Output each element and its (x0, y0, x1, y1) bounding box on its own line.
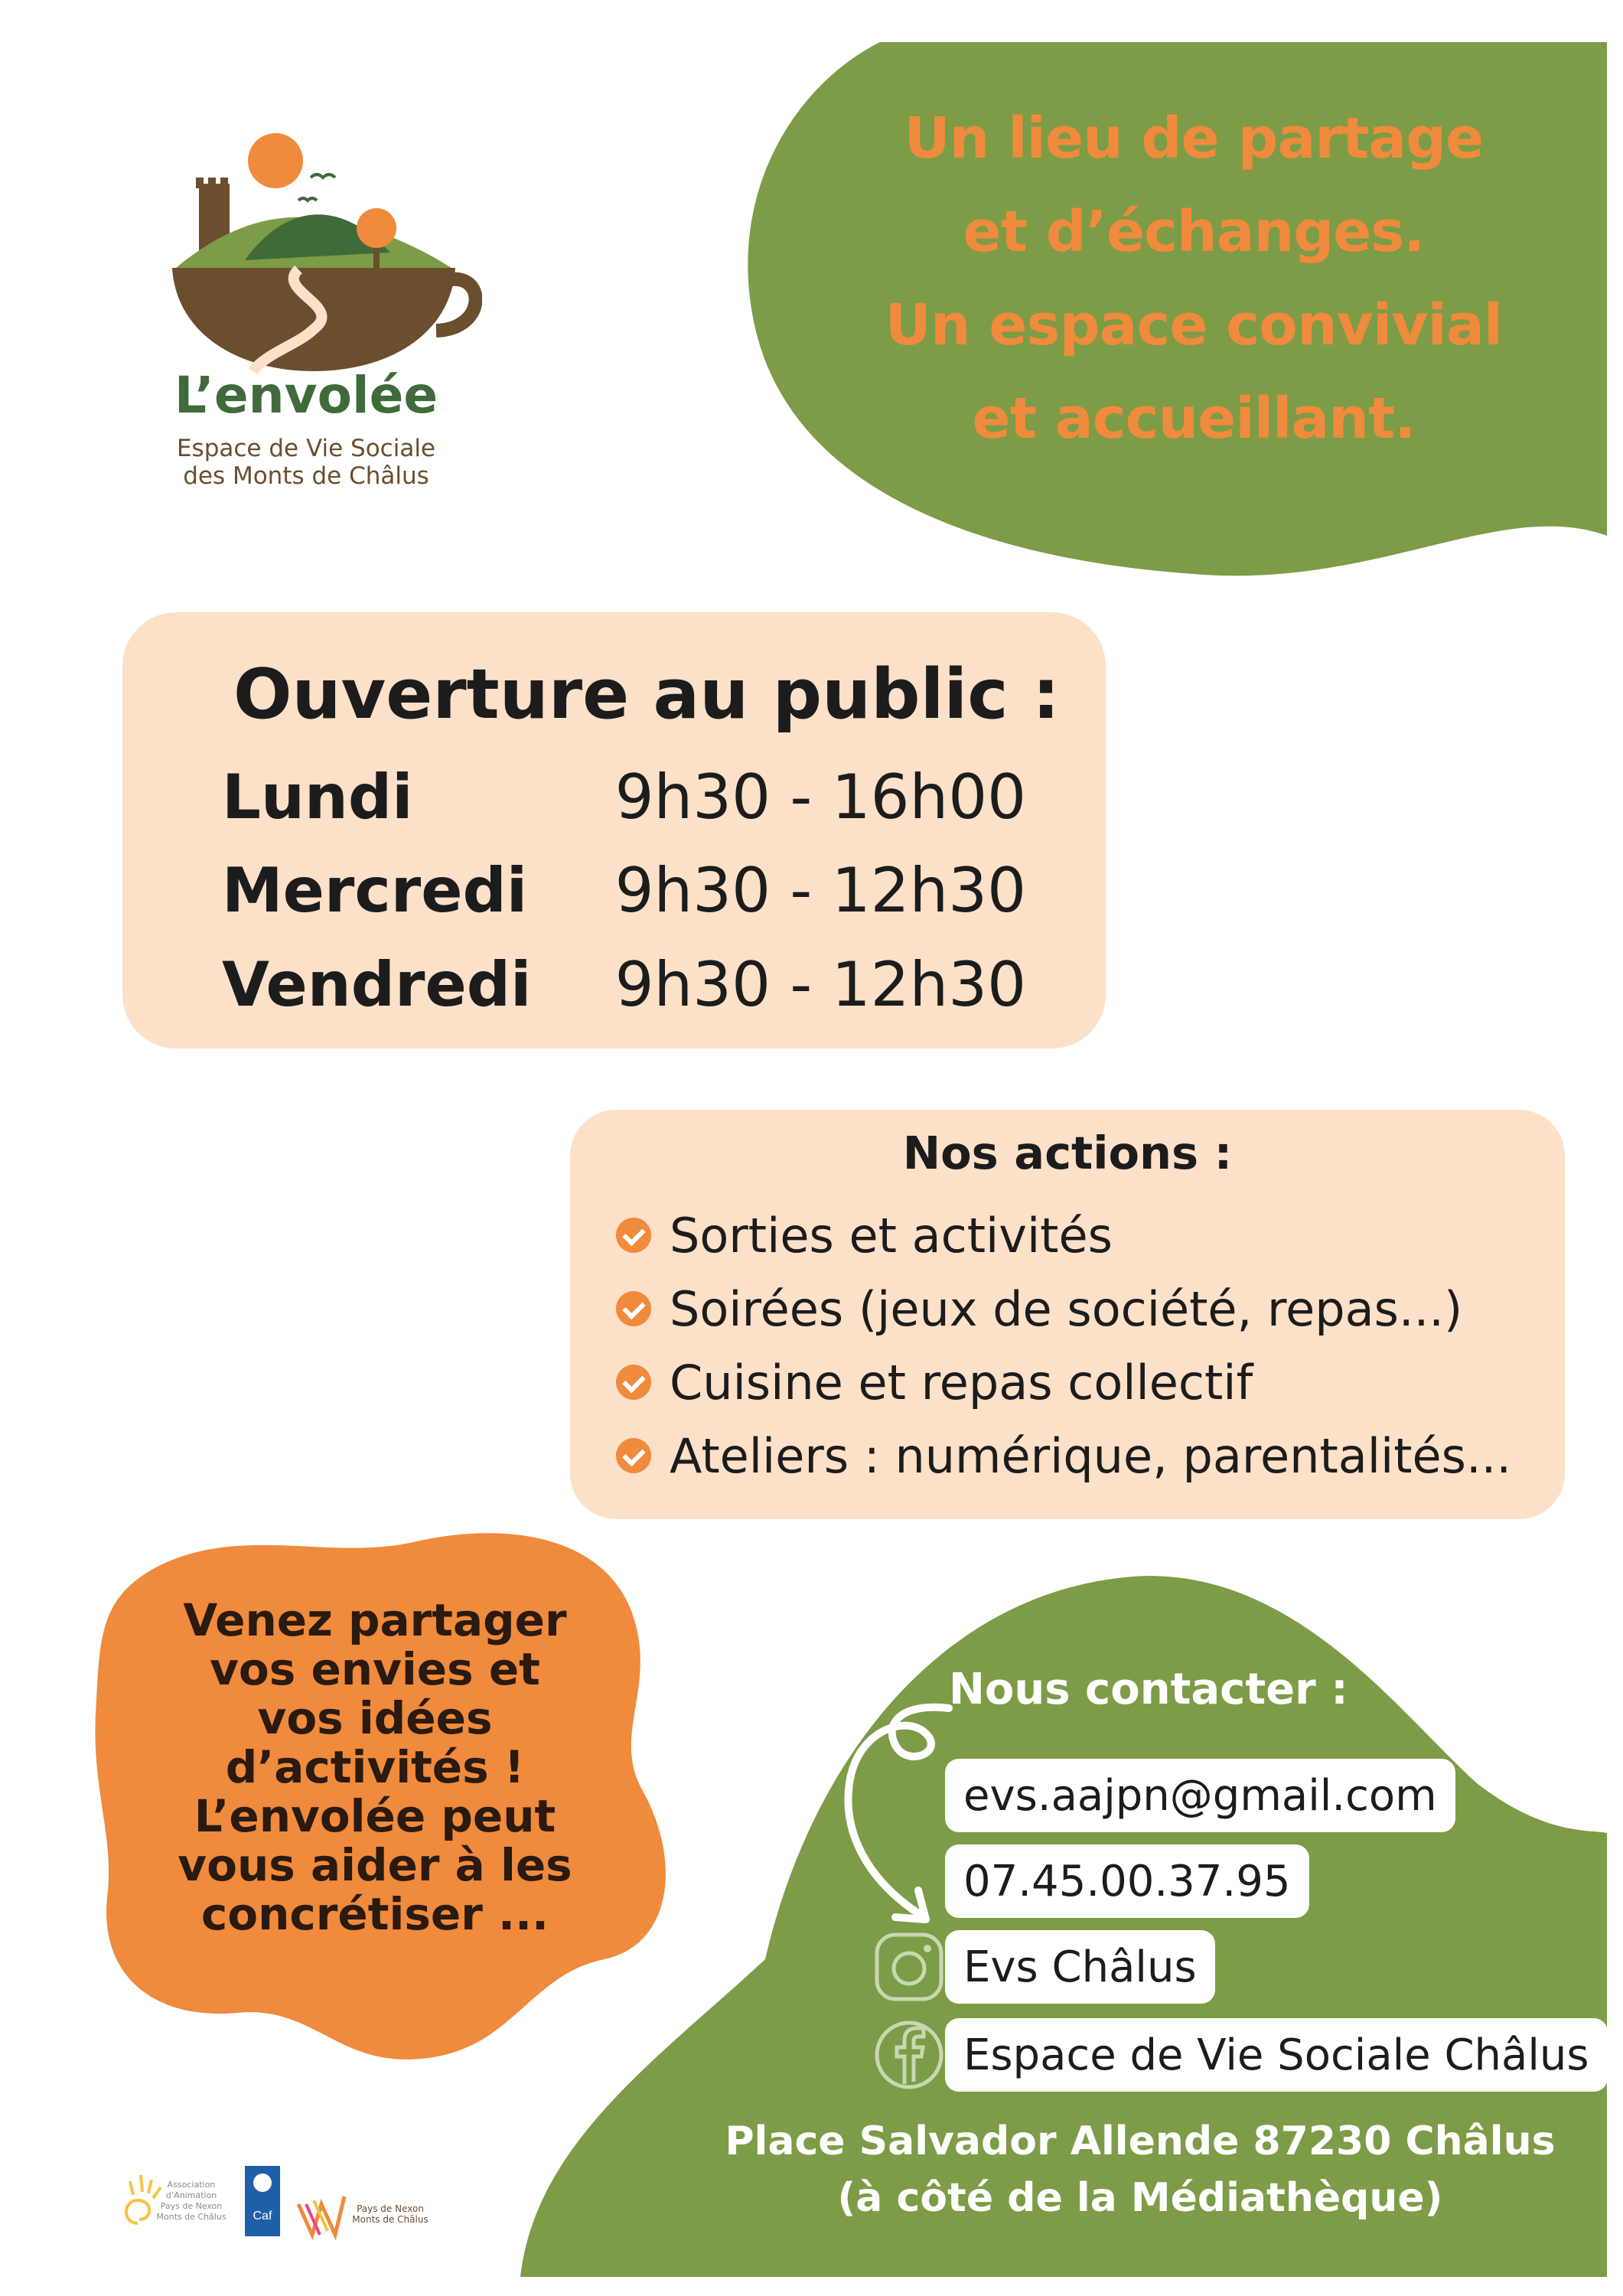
invite-line: vos idées (257, 1692, 493, 1744)
logo-cup-landscape-icon (161, 115, 482, 375)
logo-subtitle: Espace de Vie Sociale (176, 435, 436, 462)
invite-message (134, 1596, 616, 1939)
opening-hours-title: Ouverture au public : (233, 654, 1060, 735)
invite-line: d’activités ! (225, 1741, 525, 1793)
check-icon (616, 1218, 651, 1253)
facebook-link[interactable]: Espace de Vie Sociale Châlus (945, 2018, 1608, 2092)
facebook-icon[interactable] (871, 2017, 947, 2093)
association-name: Monts de Châlus (156, 2212, 227, 2222)
association-name: Pays de Nexon (160, 2201, 223, 2211)
association-logo (126, 2175, 227, 2223)
invite-line: Venez partager (183, 1594, 567, 1646)
caf-logo (245, 2166, 280, 2236)
action-item (616, 1278, 1462, 1339)
invite-line: vos envies et (210, 1643, 540, 1695)
contact-title: Nous contacter : (949, 1665, 1348, 1714)
invite-line: concrétiser ... (200, 1888, 549, 1940)
check-icon (616, 1291, 651, 1326)
schedule-time: 9h30 - 12h30 (614, 949, 1026, 1020)
schedule-day: Lundi (222, 762, 413, 833)
pays-nexon-name: Monts de Châlus (352, 2214, 429, 2225)
tagline-line: et d’échanges. (963, 199, 1425, 265)
invite-line: L’envolée peut (194, 1790, 556, 1842)
contact-email-link[interactable]: evs.aajpn@gmail.com (945, 1759, 1455, 1832)
schedule-day: Vendredi (222, 949, 532, 1020)
action-label: Soirées (jeux de société, repas...) (670, 1280, 1463, 1337)
check-icon (616, 1365, 651, 1400)
logo-subtitle: des Monts de Châlus (183, 462, 429, 490)
pays-nexon-name: Pays de Nexon (357, 2203, 424, 2214)
association-name: d’Animation (165, 2190, 217, 2200)
schedule-time: 9h30 - 16h00 (614, 762, 1026, 833)
action-item (616, 1205, 1113, 1266)
check-icon (616, 1438, 651, 1473)
tagline-line: Un espace convivial (885, 292, 1503, 358)
address-note: (à côté de la Médiathèque) (837, 2175, 1443, 2221)
action-label: Cuisine et repas collectif (670, 1354, 1253, 1411)
invite-line: vous aider à les (178, 1839, 572, 1891)
partner-logos (115, 2158, 451, 2242)
actions-title: Nos actions : (902, 1127, 1233, 1179)
curved-arrow-icon (811, 1699, 964, 1929)
action-item (616, 1425, 1511, 1486)
association-name: Association (167, 2180, 216, 2190)
contact-phone-link[interactable]: 07.45.00.37.95 (945, 1844, 1309, 1918)
tagline-line: Un lieu de partage (904, 106, 1484, 171)
address-line: Place Salvador Allende 87230 Châlus (725, 2118, 1556, 2164)
action-label: Sorties et activités (670, 1207, 1113, 1264)
instagram-link[interactable]: Evs Châlus (945, 1930, 1215, 2004)
logo-name: L’envolée (174, 366, 438, 425)
action-label: Ateliers : numérique, parentalités... (670, 1427, 1512, 1484)
tagline (811, 92, 1576, 465)
schedule-time: 9h30 - 12h30 (614, 855, 1026, 926)
tagline-line: et accueillant. (972, 386, 1416, 452)
action-item (616, 1352, 1253, 1413)
instagram-icon[interactable] (871, 1929, 947, 2005)
schedule-day: Mercredi (222, 855, 528, 926)
pays-nexon-logo (298, 2197, 429, 2235)
caf-label: Caf (253, 2210, 272, 2223)
